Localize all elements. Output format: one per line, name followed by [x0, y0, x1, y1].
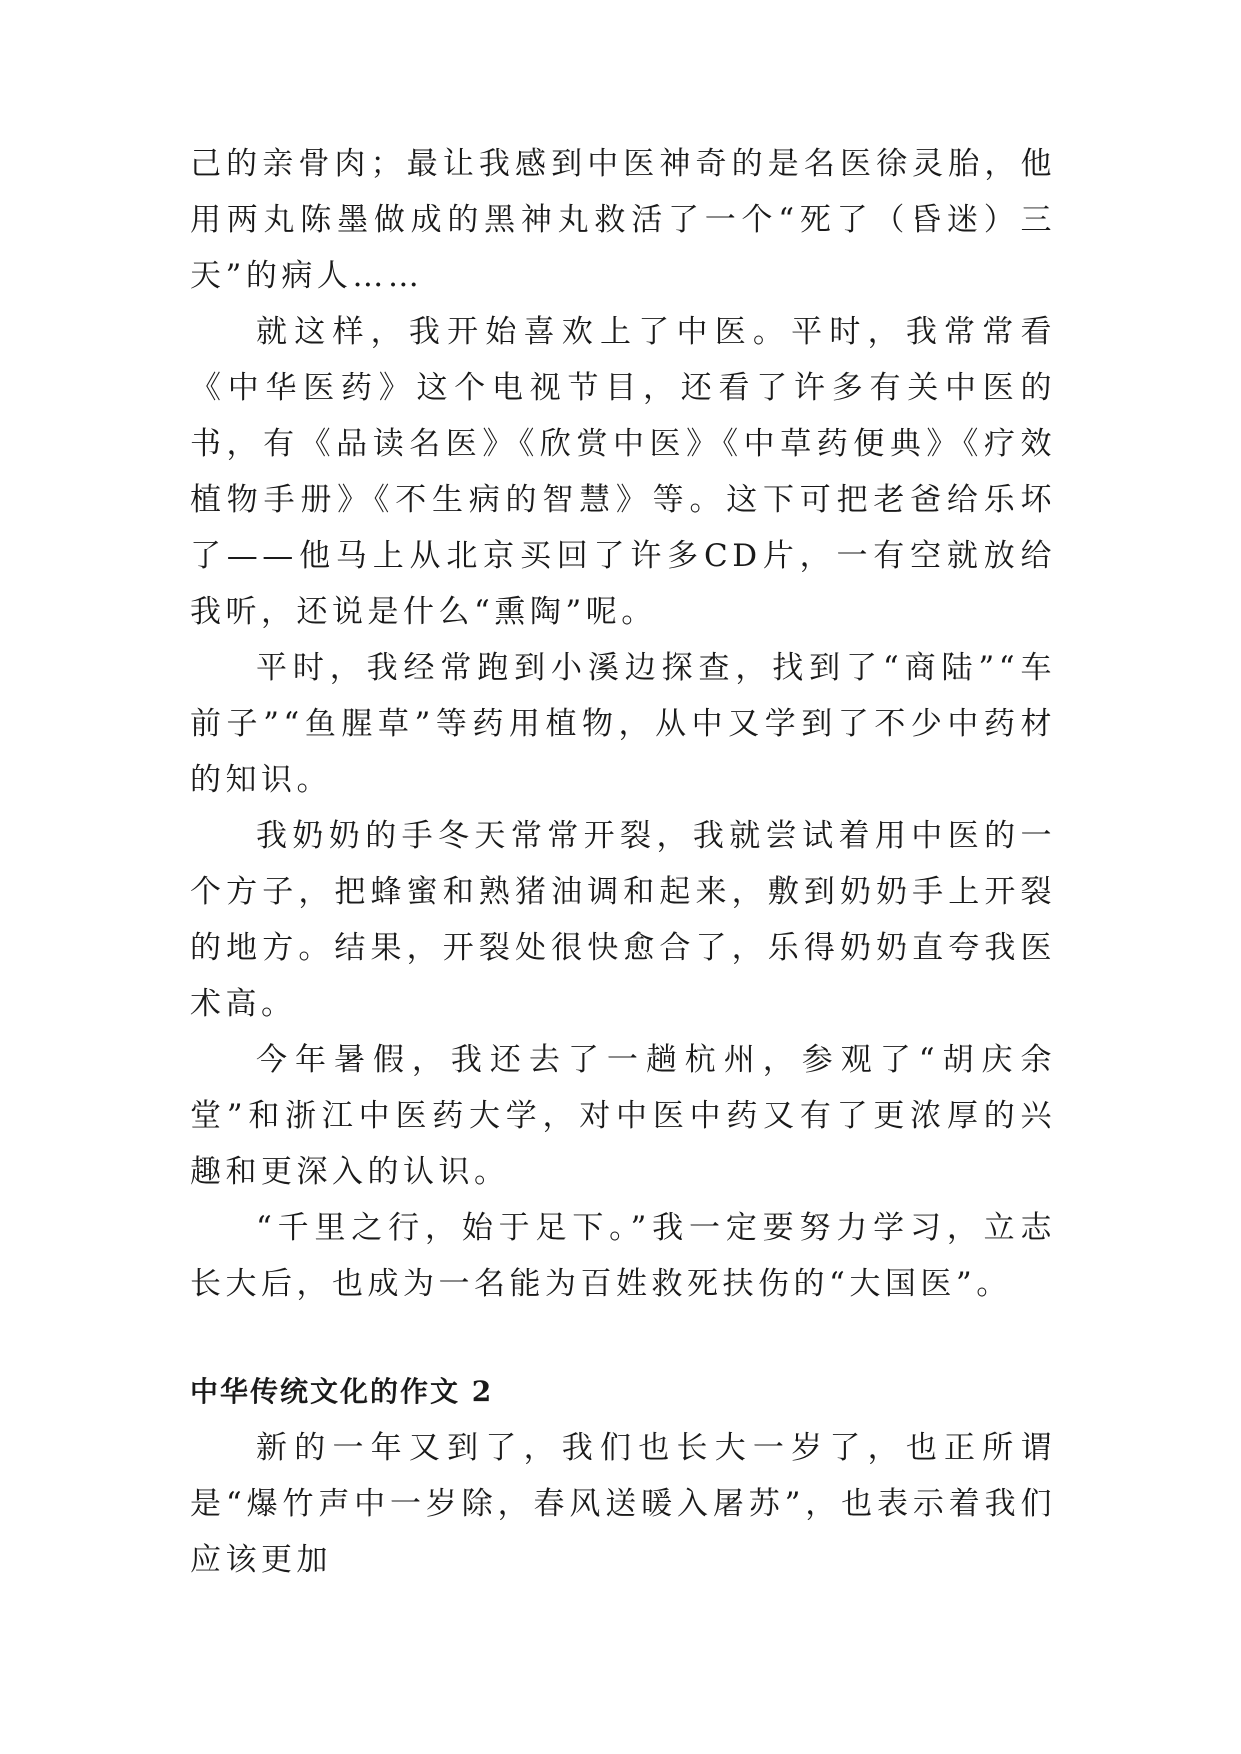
- paragraph: 平时，我经常跑到小溪边探查，找到了“商陆”“车前子”“鱼腥草”等药用植物，从中又学到了不少中药材的知识。: [190, 650, 1056, 798]
- paragraph: 新的一年又到了，我们也长大一岁了，也正所谓是“爆竹声中一岁除，春风送暖入屠苏”，也表示着我们应该更加: [190, 1430, 1056, 1578]
- paragraph-continued: 己的亲骨肉；最让我感到中医神奇的是名医徐灵胎，他用两丸陈墨做成的黑神丸救活了一个“死了（昏迷）三天”的病人……: [190, 146, 1056, 294]
- paragraph: 今年暑假，我还去了一趟杭州，参观了“胡庆余堂”和浙江中医药大学，对中医中药又有了更浓厚的兴趣和更深入的认识。: [190, 1042, 1056, 1190]
- section-title: 中华传统文化的作文 2: [190, 1375, 494, 1408]
- paragraph: 就这样，我开始喜欢上了中医。平时，我常常看《中华医药》这个电视节目，还看了许多有关中医的书，有《品读名医》《欣赏中医》《中草药便典》《疗效植物手册》《不生病的智慧》等。这下可把老爸给乐坏了——他马上从北京买回了许多CD片，一有空就放给我听，还说是什么“熏陶”呢。: [190, 314, 1056, 630]
- document-page: [190, 136, 1056, 1588]
- paragraph: “千里之行，始于足下。”我一定要努力学习，立志长大后，也成为一名能为百姓救死扶伤的“大国医”。: [190, 1210, 1056, 1302]
- paragraph: 我奶奶的手冬天常常开裂，我就尝试着用中医的一个方子，把蜂蜜和熟猪油调和起来，敷到奶奶手上开裂的地方。结果，开裂处很快愈合了，乐得奶奶直夸我医术高。: [190, 818, 1056, 1022]
